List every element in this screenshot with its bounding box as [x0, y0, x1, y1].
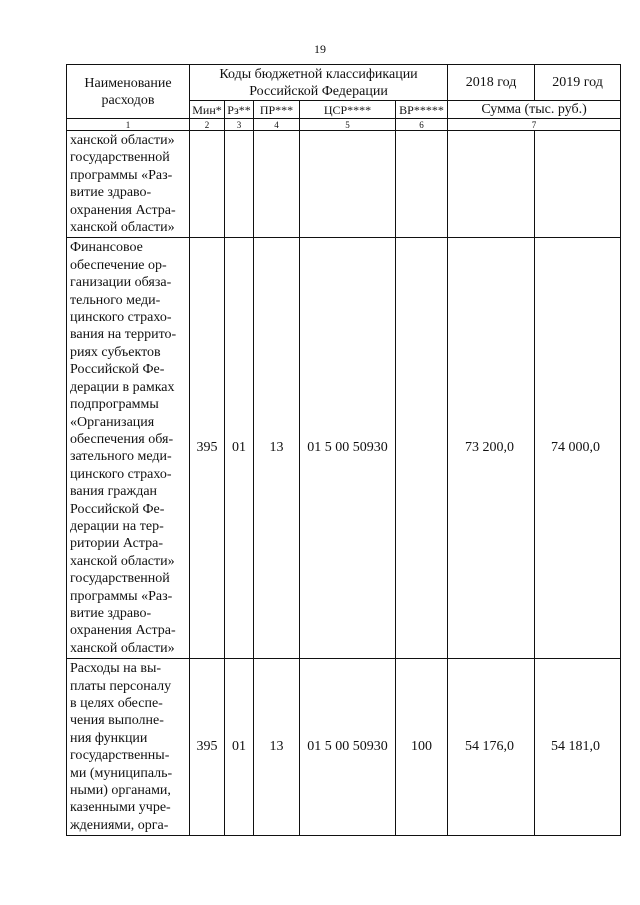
cell-2018: [448, 131, 535, 238]
cell-vr: [396, 238, 448, 659]
expense-name-line: витие здраво-: [70, 185, 152, 201]
cell-2019: [535, 131, 621, 238]
expense-name-line: Российской Фе-: [70, 362, 165, 378]
expense-name-line: тельного меди-: [70, 292, 161, 308]
expense-name-line: казенными учре-: [70, 800, 171, 816]
cell-2018: 73 200,0: [448, 238, 535, 659]
index-cell: 7: [448, 119, 621, 131]
expense-name-line: риях субъектов: [70, 344, 161, 360]
expense-name-line: программы «Раз-: [70, 167, 173, 183]
expense-name-line: цинского страхо-: [70, 310, 172, 326]
header-csr: ЦСР****: [300, 101, 396, 119]
cell-pr: 13: [254, 238, 300, 659]
cell-rz: [225, 131, 254, 238]
expense-name-line: охранения Астра-: [70, 623, 176, 639]
cell-vr: [396, 131, 448, 238]
expense-name-line: Российской Фе-: [70, 501, 165, 517]
expense-name-line: ритории Астра-: [70, 536, 164, 552]
expense-name-line: государственной: [70, 571, 170, 587]
cell-2019: 54 181,0: [535, 659, 621, 836]
cell-csr: 01 5 00 50930: [300, 238, 396, 659]
expense-name: [67, 131, 190, 238]
expense-name-line: ханской области»: [70, 133, 175, 148]
expense-name-line: программы «Раз-: [70, 588, 173, 604]
expense-name-line: ными) органами,: [70, 783, 171, 799]
expense-name-line: ганизации обяза-: [70, 275, 172, 291]
index-cell: 4: [254, 119, 300, 131]
expense-name-line: ния функции: [70, 730, 148, 746]
header-pr: ПР***: [254, 101, 300, 119]
cell-2019: 74 000,0: [535, 238, 621, 659]
cell-2018: 54 176,0: [448, 659, 535, 836]
expense-name-line: ханской области»: [70, 640, 175, 656]
expense-name-line: платы персоналу: [70, 678, 172, 694]
expense-name-line: цинского страхо-: [70, 466, 172, 482]
header-year-2018: 2018 год: [448, 65, 535, 101]
expense-name-line: Финансовое: [70, 240, 143, 256]
expense-name-line: вания граждан: [70, 484, 158, 500]
header-min: Мин*: [190, 101, 225, 119]
expense-name-line: дерации в рамках: [70, 379, 175, 395]
cell-min: 395: [190, 659, 225, 836]
cell-pr: 13: [254, 659, 300, 836]
cell-csr: 01 5 00 50930: [300, 659, 396, 836]
expense-name-line: чения выполне-: [70, 713, 164, 729]
header-name-column: Наименование расходов: [67, 65, 190, 119]
expense-name-line: государственны-: [70, 748, 170, 764]
cell-rz: 01: [225, 659, 254, 836]
cell-rz: 01: [225, 238, 254, 659]
expense-name-line: в целях обеспе-: [70, 696, 163, 711]
expense-name-line: обеспечение ор-: [70, 257, 167, 273]
expense-name-line: ханской области»: [70, 220, 175, 236]
expense-name-line: «Организация: [70, 414, 155, 430]
expense-name-line: ми (муниципаль-: [70, 765, 173, 781]
index-cell: 3: [225, 119, 254, 131]
table-row: [67, 131, 621, 238]
expense-name: [67, 659, 190, 836]
header-rz: Рз**: [225, 101, 254, 119]
expense-name-line: государственной: [70, 150, 170, 166]
cell-min: 395: [190, 238, 225, 659]
header-codes-group: Коды бюджетной классификации Российской Федерации: [190, 65, 448, 101]
table-row: [67, 659, 621, 836]
cell-vr: 100: [396, 659, 448, 836]
expense-name-line: вания на террито-: [70, 327, 177, 343]
header-sum: Сумма (тыс. руб.): [448, 101, 621, 119]
index-cell: 2: [190, 119, 225, 131]
expense-name: [67, 238, 190, 659]
budget-table: [66, 64, 621, 836]
cell-min: [190, 131, 225, 238]
cell-csr: [300, 131, 396, 238]
expense-name-line: Расходы на вы-: [70, 661, 162, 677]
cell-pr: [254, 131, 300, 238]
expense-name-line: витие здраво-: [70, 605, 152, 621]
header-vr: ВР*****: [396, 101, 448, 119]
index-cell: 1: [67, 119, 190, 131]
expense-name-line: ханской области»: [70, 553, 175, 569]
index-cell: 6: [396, 119, 448, 131]
expense-name-line: ждениями, орга-: [70, 817, 169, 833]
table-row: [67, 238, 621, 659]
expense-name-line: подпрограммы: [70, 397, 159, 413]
expense-name-line: обеспечения обя-: [70, 431, 174, 447]
index-cell: 5: [300, 119, 396, 131]
column-index-row: [67, 119, 621, 131]
page-number: 19: [314, 42, 326, 56]
header-year-2019: 2019 год: [535, 65, 621, 101]
expense-name-line: дерации на тер-: [70, 518, 164, 534]
expense-name-line: охранения Астра-: [70, 202, 176, 218]
expense-name-line: зательного меди-: [70, 449, 172, 465]
